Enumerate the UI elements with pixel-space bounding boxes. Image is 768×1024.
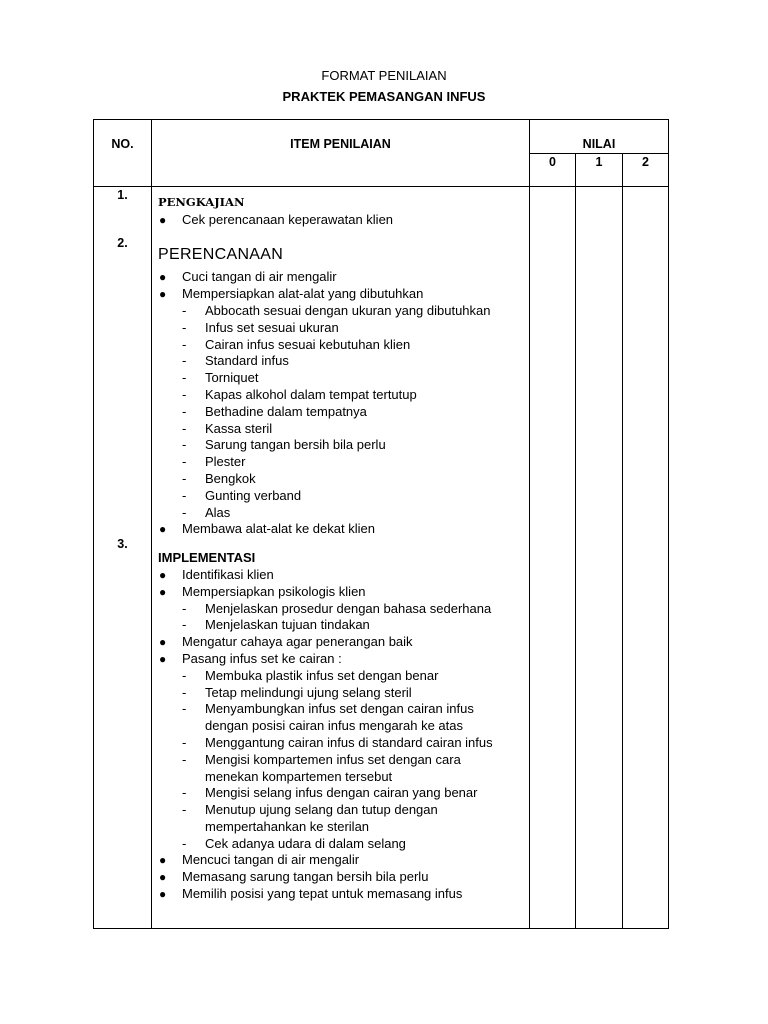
header-item: ITEM PENILAIAN (290, 137, 391, 151)
row-number-3: 3. (117, 537, 128, 551)
sub-item: - Menjelaskan tujuan tindakan (182, 617, 370, 633)
sub-item: - Kapas alkohol dalam tempat tertutup (182, 386, 417, 402)
header-no: NO. (111, 137, 134, 151)
section-heading-pengkajian: PENGKAJIAN (158, 195, 245, 209)
bullet-icon: ● (159, 584, 167, 599)
sub-item: - Alas (182, 504, 231, 520)
sub-item: - Bengkok (182, 470, 256, 486)
list-item: ● Identifikasi klien (159, 566, 274, 582)
list-item: ● Mengatur cahaya agar penerangan baik (159, 634, 413, 650)
section-heading-implementasi: IMPLEMENTASI (158, 550, 256, 566)
bullet-icon: ● (159, 212, 167, 227)
table-border-right (668, 119, 669, 929)
row-number-2: 2. (117, 236, 128, 250)
col-divider-score-1 (622, 153, 623, 929)
header-divider (93, 186, 669, 187)
sub-item: - Cek adanya udara di dalam selang (182, 835, 406, 851)
list-item: ● Cek perencanaan keperawatan klien (159, 211, 394, 227)
list-item: ● Cuci tangan di air mengalir (159, 269, 337, 285)
header-nilai: NILAI (582, 137, 616, 151)
sub-item: - Gunting verband (182, 487, 302, 503)
col-divider-no (151, 119, 152, 929)
list-item: ● Mempersiapkan psikologis klien (159, 583, 366, 599)
bullet-icon: ● (159, 270, 167, 285)
sub-item: - Torniquet (182, 370, 259, 386)
section-heading-perencanaan: PERENCANAAN (158, 245, 284, 263)
sub-item: - Kassa steril (182, 420, 273, 436)
list-item: ● Memasang sarung tangan bersih bila perlu (159, 869, 429, 885)
list-item: ● Mempersiapkan alat-alat yang dibutuhkan (159, 286, 424, 302)
score-2: 2 (642, 155, 649, 169)
bullet-icon: ● (159, 522, 167, 537)
score-0: 0 (549, 155, 556, 169)
list-item: ● Memilih posisi yang tepat untuk memasang infus (159, 886, 463, 902)
list-item: ● Mencuci tangan di air mengalir (159, 852, 360, 868)
row-number-1: 1. (117, 188, 128, 202)
sub-item-continuation: dengan posisi cairan infus mengarah ke atas (205, 718, 463, 734)
table-border-bottom (93, 928, 669, 929)
bullet-icon: ● (159, 887, 167, 902)
col-divider-score-0 (575, 153, 576, 929)
nilai-divider (529, 153, 669, 154)
sub-item: - Menjelaskan prosedur dengan bahasa sederhana (182, 600, 492, 616)
sub-item: - Standard infus (182, 353, 289, 369)
sub-item: - Sarung tangan bersih bila perlu (182, 437, 386, 453)
bullet-icon: ● (159, 567, 167, 582)
bullet-icon: ● (159, 651, 167, 666)
sub-item: - Infus set sesuai ukuran (182, 319, 339, 335)
sub-item: - Menyambungkan infus set dengan cairan infus (182, 701, 474, 717)
bullet-icon: ● (159, 635, 167, 650)
bullet-icon: ● (159, 870, 167, 885)
sub-item: - Membuka plastik infus set dengan benar (182, 667, 439, 683)
document-subtitle: PRAKTEK PEMASANGAN INFUS (282, 89, 486, 104)
sub-item: - Tetap melindungi ujung selang steril (182, 684, 412, 700)
sub-item: - Mengisi selang infus dengan cairan yang benar (182, 785, 478, 801)
document-title: FORMAT PENILAIAN (321, 68, 447, 83)
list-item: ● Pasang infus set ke cairan : (159, 650, 342, 666)
bullet-icon: ● (159, 287, 167, 302)
sub-item: - Menggantung cairan infus di standard cairan infus (182, 734, 493, 750)
sub-item: - Cairan infus sesuai kebutuhan klien (182, 336, 411, 352)
sub-item: - Bethadine dalam tempatnya (182, 403, 367, 419)
bullet-icon: ● (159, 853, 167, 868)
item-penilaian-content (158, 194, 526, 903)
sub-item: - Abbocath sesuai dengan ukuran yang dibutuhkan (182, 302, 491, 318)
list-item: ● Membawa alat-alat ke dekat klien (159, 521, 375, 537)
sub-item: - Mengisi kompartemen infus set dengan cara (182, 751, 461, 767)
col-divider-item (529, 119, 530, 929)
table-border-top (93, 119, 669, 120)
score-1: 1 (595, 155, 603, 169)
sub-item-continuation: mempertahankan ke sterilan (205, 818, 370, 834)
sub-item: - Plester (182, 454, 246, 470)
sub-item-continuation: menekan kompartemen tersebut (205, 768, 393, 784)
sub-item: - Menutup ujung selang dan tutup dengan (182, 802, 438, 818)
